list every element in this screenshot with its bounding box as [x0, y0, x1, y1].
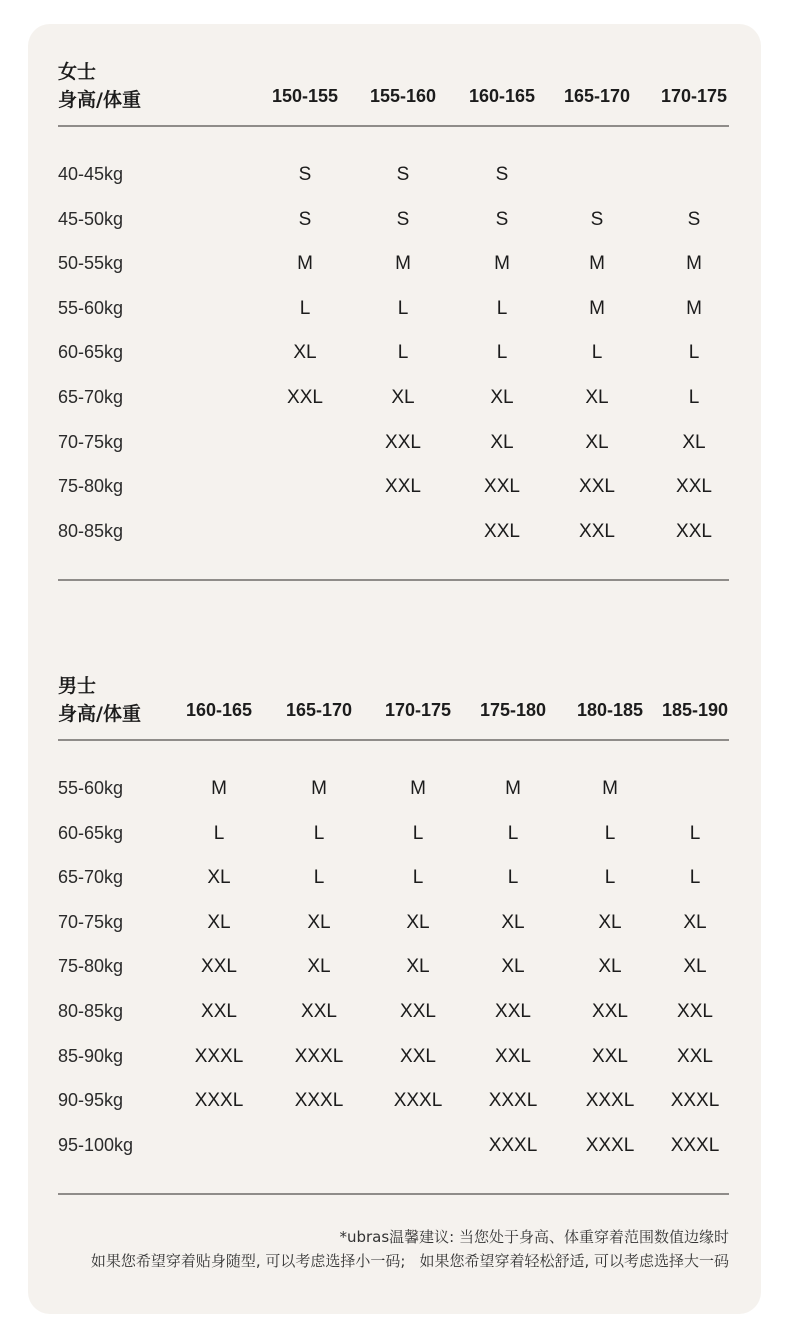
size-cell: L: [412, 867, 424, 889]
height-column-header: 165-170: [285, 700, 353, 720]
height-column-header: 175-180: [479, 700, 547, 720]
size-cell: L: [412, 822, 424, 844]
size-cell: XXXL: [294, 1090, 344, 1112]
size-cell: XL: [307, 911, 331, 933]
size-cell: S: [298, 164, 312, 185]
height-column-header: 185-190: [661, 700, 729, 720]
size-cell: XL: [585, 387, 609, 408]
size-cell: XL: [598, 956, 622, 978]
size-cell: XL: [406, 911, 430, 933]
size-cell: XXL: [400, 1045, 436, 1067]
size-cell: L: [689, 822, 701, 844]
header-divider: [58, 125, 729, 127]
size-cell: XXL: [495, 1001, 531, 1022]
size-cell: M: [602, 778, 618, 799]
size-cell: L: [604, 867, 616, 889]
height-column-header: 170-175: [384, 700, 452, 720]
size-cell: L: [313, 822, 325, 844]
weight-row-label: 45-50kg: [58, 208, 124, 229]
size-cell: L: [397, 342, 409, 364]
size-cell: XXXL: [393, 1090, 443, 1112]
size-cell: XL: [490, 431, 514, 453]
size-cell: L: [299, 297, 311, 319]
size-cell: L: [496, 297, 508, 319]
size-cell: L: [688, 342, 700, 364]
size-cell: XXL: [495, 1045, 531, 1067]
size-cell: M: [211, 778, 227, 799]
size-cell: M: [589, 253, 605, 275]
height-weight-label: 身高/体重: [58, 703, 141, 725]
weight-row-label: 70-75kg: [58, 911, 124, 932]
height-column-header: 160-165: [185, 700, 253, 720]
size-cell: XL: [683, 956, 707, 978]
height-column-header: 160-165: [468, 86, 536, 106]
size-cell: XXL: [579, 476, 615, 498]
size-cell: XL: [207, 867, 231, 889]
size-cell: XXL: [287, 387, 323, 408]
size-cell: XXL: [677, 1045, 713, 1067]
size-cell: XL: [207, 911, 231, 933]
size-cell: XXL: [201, 1001, 237, 1022]
section-title-women: 女士: [58, 61, 97, 83]
size-cell: M: [505, 778, 521, 799]
weight-row-label: 55-60kg: [58, 778, 124, 798]
weight-row-label: 75-80kg: [58, 956, 124, 977]
size-cell: XXXL: [670, 1090, 720, 1112]
weight-row-label: 75-80kg: [58, 476, 124, 497]
size-cell: XL: [682, 431, 706, 453]
weight-row-label: 85-90kg: [58, 1045, 124, 1066]
size-cell: XL: [293, 342, 317, 364]
size-cell: XXL: [579, 520, 615, 542]
size-cell: XXL: [592, 1001, 628, 1022]
weight-row-label: 70-75kg: [58, 431, 124, 452]
size-cell: S: [495, 208, 509, 230]
weight-row-label: 65-70kg: [58, 867, 124, 888]
height-column-header: 180-185: [576, 700, 644, 720]
size-cell: S: [298, 208, 312, 230]
size-cell: M: [494, 253, 510, 275]
size-cell: L: [689, 867, 701, 889]
size-cell: XXXL: [194, 1090, 244, 1112]
size-cell: XXXL: [585, 1134, 635, 1156]
size-cell: L: [507, 867, 519, 889]
weight-row-label: 55-60kg: [58, 297, 124, 318]
footnote-line-2: [77, 1250, 729, 1271]
size-cell: XL: [406, 956, 430, 978]
size-cell: M: [686, 297, 702, 319]
size-cell: L: [507, 822, 519, 844]
size-cell: M: [395, 253, 411, 275]
size-cell: S: [687, 208, 701, 230]
size-cell: XXL: [400, 1001, 436, 1022]
size-cell: S: [495, 164, 509, 185]
size-cell: M: [686, 253, 702, 275]
size-cell: L: [397, 297, 409, 319]
weight-row-label: 65-70kg: [58, 387, 124, 407]
header-divider: [58, 739, 729, 741]
size-cell: XL: [391, 387, 415, 408]
height-column-header: 150-155: [271, 86, 339, 106]
size-cell: XXXL: [585, 1090, 635, 1112]
size-cell: XXXL: [488, 1090, 538, 1112]
height-column-header: 155-160: [369, 86, 437, 106]
size-cell: L: [688, 387, 700, 408]
section-divider: [58, 579, 729, 581]
size-cell: XXL: [301, 1001, 337, 1022]
size-cell: S: [590, 208, 604, 230]
size-cell: XXXL: [488, 1134, 538, 1156]
weight-row-label: 95-100kg: [58, 1134, 134, 1155]
weight-row-label: 60-65kg: [58, 342, 124, 363]
size-cell: L: [604, 822, 616, 844]
size-cell: XL: [490, 387, 514, 408]
size-cell: XXXL: [194, 1045, 244, 1067]
weight-row-label: 80-85kg: [58, 1001, 124, 1021]
size-cell: XXL: [676, 476, 712, 498]
height-column-header: 165-170: [563, 86, 631, 106]
size-cell: XXL: [592, 1045, 628, 1067]
size-cell: L: [313, 867, 325, 889]
size-cell: XXL: [484, 476, 520, 498]
size-cell: L: [591, 342, 603, 364]
size-cell: M: [297, 253, 313, 275]
size-cell: M: [589, 297, 605, 319]
size-cell: XXXL: [294, 1045, 344, 1067]
size-cell: XXL: [385, 431, 421, 453]
size-cell: XL: [598, 911, 622, 933]
size-cell: XL: [307, 956, 331, 978]
size-cell: XL: [501, 911, 525, 933]
size-cell: M: [410, 778, 426, 799]
weight-row-label: 90-95kg: [58, 1090, 124, 1111]
size-cell: XL: [501, 956, 525, 978]
size-cell: XXL: [385, 476, 421, 498]
size-cell: XL: [585, 431, 609, 453]
size-cell: L: [496, 342, 508, 364]
size-cell: S: [396, 208, 410, 230]
section-title-men: 男士: [58, 675, 97, 697]
weight-row-label: 60-65kg: [58, 822, 124, 843]
size-cell: XXXL: [670, 1134, 720, 1156]
footnote-tight-fit: 如果您希望穿着贴身随型, 可以考虑选择小一码;: [90, 1252, 406, 1270]
size-cell: XXL: [484, 520, 520, 542]
weight-row-label: 50-55kg: [58, 253, 124, 274]
size-cell: XL: [683, 911, 707, 933]
size-cell: S: [396, 164, 410, 185]
weight-row-label: 80-85kg: [58, 520, 124, 541]
size-cell: XXL: [201, 956, 237, 978]
footnote-loose-fit: 如果您希望穿着轻松舒适, 可以考虑选择大一码: [419, 1252, 729, 1270]
height-column-header: 170-175: [660, 86, 728, 106]
weight-row-label: 40-45kg: [58, 164, 124, 184]
size-cell: M: [311, 778, 327, 799]
size-cell: L: [213, 822, 225, 844]
footnote-line-1: *ubras温馨建议: 当您处于身高、体重穿着范围数值边缘时: [339, 1228, 729, 1246]
size-cell: XXL: [676, 520, 712, 542]
size-cell: XXL: [677, 1001, 713, 1022]
section-divider: [58, 1193, 729, 1195]
height-weight-label: 身高/体重: [58, 89, 141, 111]
